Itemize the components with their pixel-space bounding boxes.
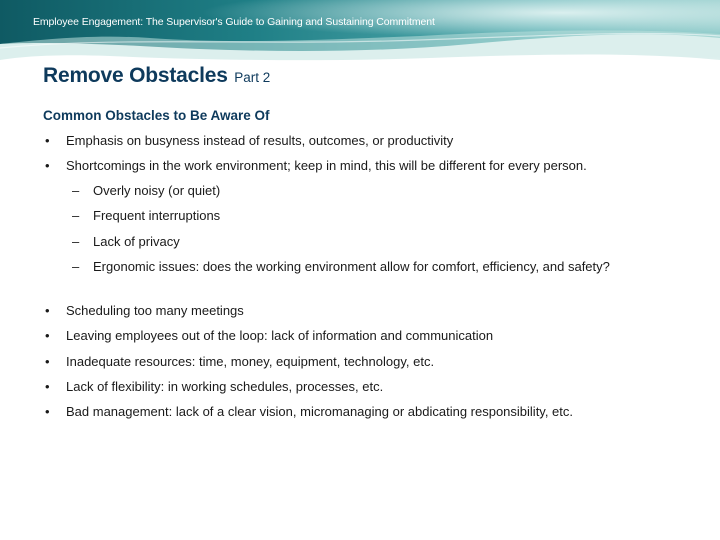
list-item: Bad management: lack of a clear vision, micromanaging or abdicating responsibility, etc. xyxy=(66,404,574,419)
presentation-title: Employee Engagement: The Supervisor's Guide to Gaining and Sustaining Commitment xyxy=(33,16,435,28)
sub-list-item: Frequent interruptions xyxy=(93,208,221,223)
sub-list-item: Lack of privacy xyxy=(93,234,180,249)
bullet-marker: • xyxy=(45,133,50,148)
bullet-marker: • xyxy=(45,303,50,318)
bullet-marker: • xyxy=(45,379,50,394)
bullet-marker: • xyxy=(45,158,50,173)
bullet-marker: • xyxy=(45,328,50,343)
list-item: Leaving employees out of the loop: lack of information and communication xyxy=(66,328,494,343)
dash-marker: – xyxy=(72,234,80,249)
section-subheading: Common Obstacles to Be Aware Of xyxy=(43,108,270,123)
list-item: Lack of flexibility: in working schedules, processes, etc. xyxy=(66,379,384,394)
slide-title xyxy=(43,64,270,88)
list-item: Shortcomings in the work environment; keep in mind, this will be different for every person. xyxy=(66,158,587,173)
bullet-marker: • xyxy=(45,404,50,419)
dash-marker: – xyxy=(72,183,80,198)
dash-marker: – xyxy=(72,208,80,223)
slide-title-main: Remove Obstacles xyxy=(43,64,228,87)
list-item: Scheduling too many meetings xyxy=(66,303,244,318)
dash-marker: – xyxy=(72,259,80,274)
bullet-marker: • xyxy=(45,354,50,369)
list-item: Emphasis on busyness instead of results, outcomes, or productivity xyxy=(66,133,454,148)
list-item: Inadequate resources: time, money, equipment, technology, etc. xyxy=(66,354,435,369)
sub-list-item: Overly noisy (or quiet) xyxy=(93,183,221,198)
sub-list-item: Ergonomic issues: does the working environment allow for comfort, efficiency, and safety? xyxy=(93,259,610,274)
slide-title-suffix: Part 2 xyxy=(234,70,271,85)
